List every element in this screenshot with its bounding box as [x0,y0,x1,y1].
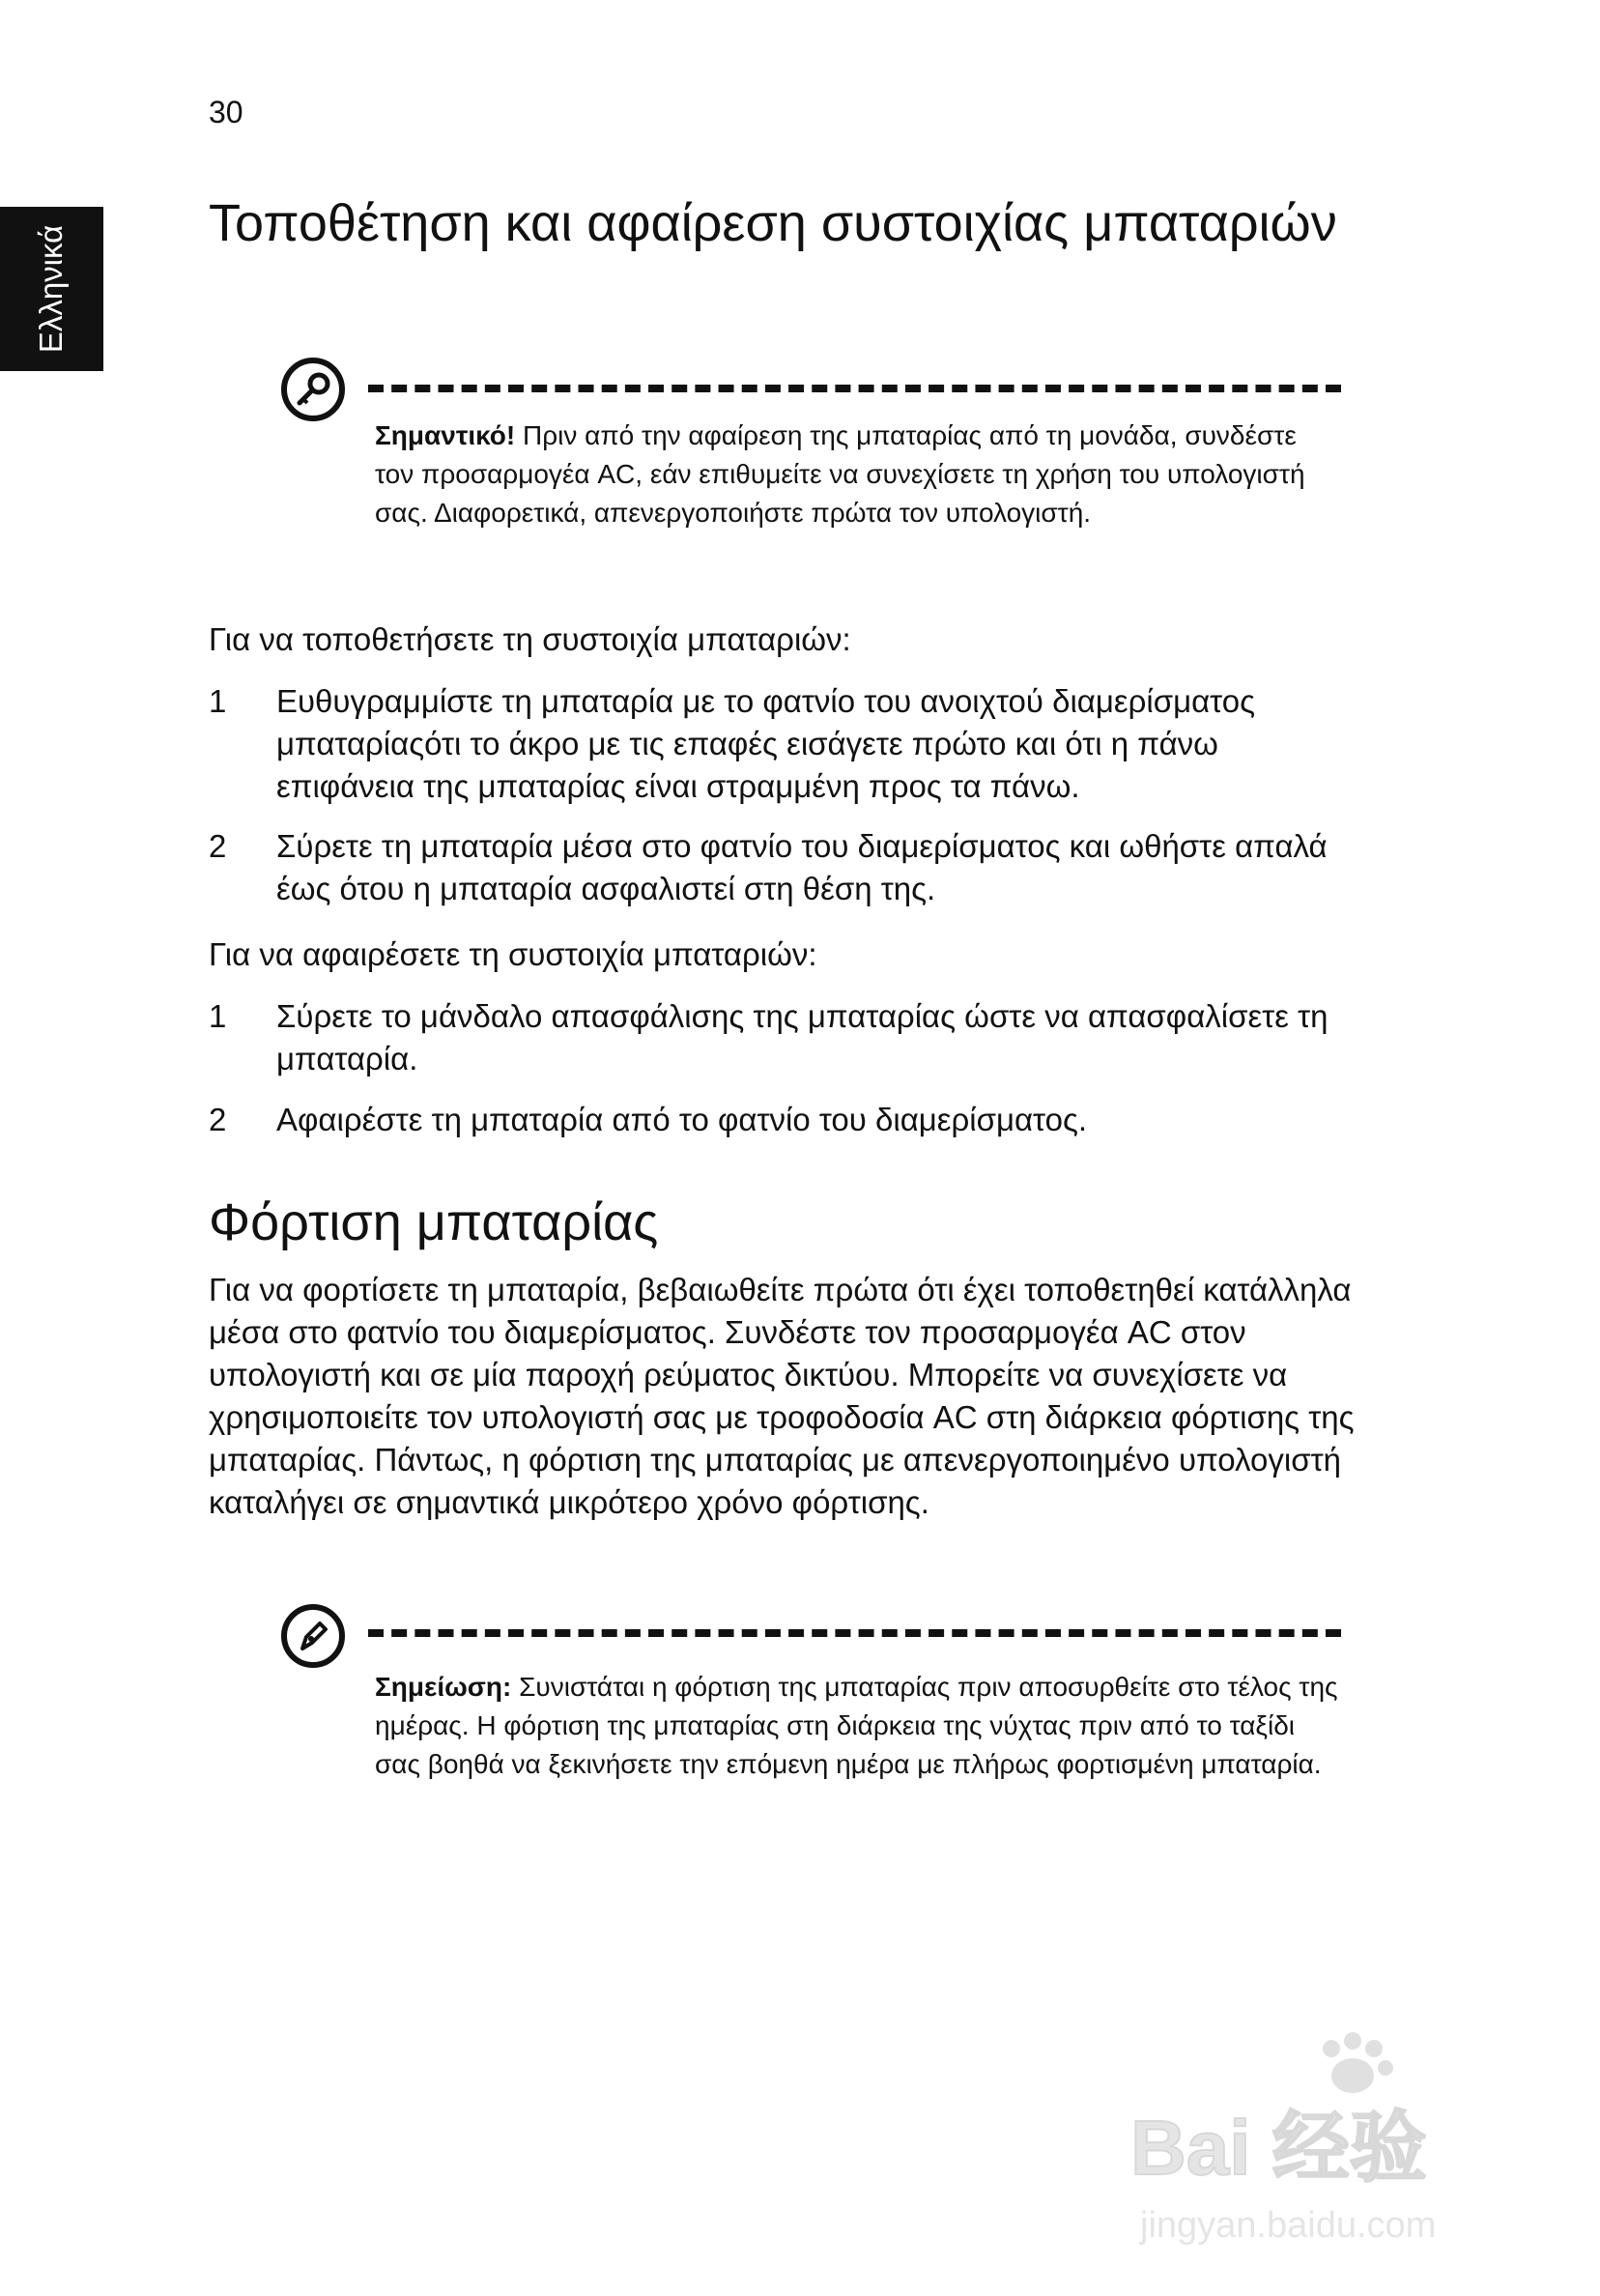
charging-note [375,1668,1341,1784]
section-heading-charging: Φόρτιση μπαταρίας [209,1193,659,1251]
important-note [375,416,1341,532]
watermark-url: jingyan.baidu.com [1140,2205,1437,2246]
section-heading-insert-remove: Τοποθέτηση και αφαίρεση συστοιχίας μπαταριών [209,194,1337,252]
note-divider [368,385,1341,392]
charging-paragraph: Για να φορτίσετε τη μπαταρία, βεβαιωθείτε πρώτα ότι έχει τοποθετηθεί κατάλληλα μέσα στο φατνίο του διαμερίσματος. Συνδέστε τον προσαρμογέα AC στον υπολογιστή και σε μία παροχή ρεύματος δικτύου. Μπορείτε να συνεχίσετε να χρησιμοποιείτε τον υπολογιστή σας με τροφοδοσία AC στη διάρκεια φόρτισης της μπαταρίας. Πάντως, η φόρτιση της μπαταρίας με απενεργοποιημένο υπολογιστή καταλήγει σε σημαντικά μικρότερο χρόνο φόρτισης. [209,1272,1355,1520]
note-divider [368,1629,1341,1637]
step-text: Σύρετε τη μπαταρία μέσα στο φατνίο του διαμερίσματος και ωθήστε απαλά έως ότου η μπαταρία ασφαλιστεί στη θέση της. [276,828,1328,906]
step-text: Ευθυγραμμίστε τη μπαταρία με το φατνίο του ανοιχτού διαμερίσματος μπαταρίαςότι το άκρο με τις επαφές εισάγετε πρώτο και ότι η πάνω επιφάνεια της μπαταρίας είναι στραμμένη προς τα πάνω. [276,683,1255,804]
step-number: 1 [209,683,227,719]
note-body: Συνιστάται η φόρτιση της μπαταρίας πριν αποσυρθείτε στο τέλος της ημέρας. Η φόρτιση της μπαταρίας στη διάρκεια της νύχτας πριν από το ταξίδι σας βοηθά να ξεκινήσετε την επόμενη ημέρα με πλήρως φορτισμένη μπαταρία. [375,1672,1338,1779]
step-text: Σύρετε το μάνδαλο απασφάλισης της μπαταρίας ώστε να απασφαλίσετε τη μπαταρία. [276,998,1329,1076]
note-body: Πριν από την αφαίρεση της μπαταρίας από τη μονάδα, συνδέστε τον προσαρμογέα AC, εάν επιθυμείτε να συνεχίσετε τη χρήση του υπολογιστή σας. Διαφορετικά, απενεργοποιήστε πρώτα τον υπολογιστή. [375,420,1305,528]
note-label: Σημείωση: [375,1672,512,1702]
step-number: 2 [209,1102,227,1137]
step-number: 2 [209,828,227,864]
step-number: 1 [209,998,227,1034]
language-side-tab [0,207,103,371]
language-label: Ελληνικά [33,224,69,354]
insert-intro: Για να τοποθετήσετε τη συστοιχία μπαταριών: [209,621,851,657]
step-text: Αφαιρέστε τη μπαταρία από το φατνίο του διαμερίσματος. [276,1102,1088,1137]
key-icon [281,358,345,421]
watermark-brand: Bai 经验 [1130,2105,1427,2191]
baidu-watermark [1121,2029,1507,2252]
note-label: Σημαντικό! [375,420,516,450]
pen-icon [281,1604,345,1668]
page-number: 30 [209,95,243,129]
remove-intro: Για να αφαιρέσετε τη συστοιχία μπαταριών: [209,936,817,972]
